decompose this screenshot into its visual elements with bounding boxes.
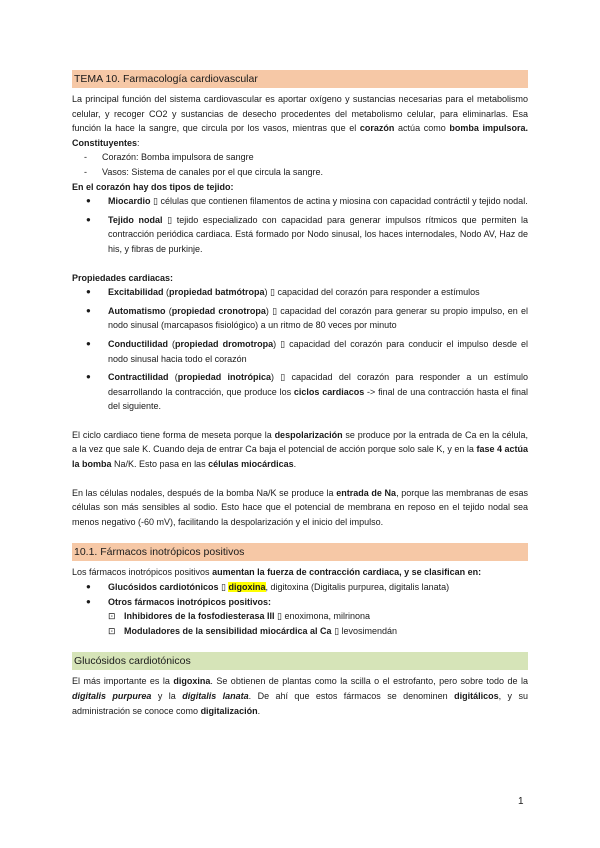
list-item: ● Glucósidos cardiotónicos ▯ digoxina, digitoxina (Digitalis purpurea, digitalis lanata) [72,580,528,595]
inotropic-sublist [72,609,528,638]
list-item: - Vasos: Sistema de canales por el que circula la sangre. [72,165,528,180]
list-item: ⊡ Inhibidores de la fosfodiesterasa III ▯ enoximona, milrinona [72,609,528,624]
nodal-paragraph: En las células nodales, después de la bomba Na/K se produce la entrada de Na, porque las membranas de esas células son más sensibles al sodio. Esto hace que el potencial de membrana en reposo en el tejido nodal sea menos negativo (-60 mV), facilitando la despolarización y el inicio del impulso. [72,487,528,527]
document-page [72,70,528,718]
page-number: 1 [518,796,524,807]
list-item: ● Contractilidad (propiedad inotrópica) ▯ capacidad del corazón para responder a un estímulo desarrollando la contracción, que produce los ciclos cardiacos -> final de una contracción hasta el final del siguiente. [72,370,528,414]
list-item: ● Conductilidad (propiedad dromotropa) ▯ capacidad del corazón para conducir el impulso desde el nodo sinusal hacia todo el corazón [72,337,528,366]
props-list [72,285,528,414]
tissues-title: En el corazón hay dos tipos de tejido: [72,181,234,192]
list-item: ● Otros fármacos inotrópicos positivos: [72,595,528,610]
list-item: ● Miocardio ▯ células que contienen filamentos de actina y miosina con capacidad contráctil y tejido nodal. [72,194,528,209]
section-heading-tema10: TEMA 10. Farmacología cardiovascular [72,70,528,88]
list-item: ● Excitabilidad (propiedad batmótropa) ▯ capacidad del corazón para responder a estímulos [72,285,528,300]
intro-paragraph: La principal función del sistema cardiovascular es aportar oxígeno y sustancias necesarias para el metabolismo celular, y recoger CO2 y sustancias de desecho procedentes del metabolismo celular, para eliminarlas. Esa función la hace la sangre, que circula por los vasos, mientras que el corazón actúa como bomba impulsora. Constituyentes: [72,94,529,148]
inotropic-intro: Los fármacos inotrópicos positivos aumentan la fuerza de contracción cardiaca, y se clasifican en: [72,567,482,578]
list-item: ● Tejido nodal ▯ tejido especializado con capacidad para generar impulsos rítmicos que permiten la contracción periódica cardiaca. Está formado por Nodo sinusal, los haces internodales, Nodo AV, Haz de his, y fibras de purkinje. [72,213,528,257]
list-item: - Corazón: Bomba impulsora de sangre [72,150,528,165]
section-heading-10-1: 10.1. Fármacos inotrópicos positivos [72,543,528,561]
props-title: Propiedades cardiacas: [72,272,174,283]
highlight-digoxina: digoxina [228,582,266,593]
constituents-list [72,150,528,179]
list-item: ⊡ Moduladores de la sensibilidad miocárdica al Ca ▯ levosimendán [72,624,528,639]
cycle-paragraph: El ciclo cardiaco tiene forma de meseta porque la despolarización se produce por la entrada de Ca en la célula, a la vez que sale K. Cuando deja de entrar Ca baja el potencial de acción porque solo sale K, y en la fase 4 actúa la bomba Na/K. Esto pasa en las células miocárdicas. [72,429,528,470]
section-heading-glucosidos: Glucósidos cardiotónicos [72,652,528,670]
inotropic-list [72,580,528,609]
glucosidos-paragraph: El más importante es la digoxina. Se obtienen de plantas como la scilla o el estrofanto, pero sobre todo de la digitalis purpurea y la digitalis lanata. De ahí que estos fármacos se denominen digitálicos, y su administración se conoce como digitalización. [72,676,528,716]
list-item: ● Automatismo (propiedad cronotropa) ▯ capacidad del corazón para generar su propio impulso, en el nodo sinusal (marcapasos fisiológico) a un ritmo de 80 veces por minuto [72,304,528,333]
tissues-list [72,194,528,256]
